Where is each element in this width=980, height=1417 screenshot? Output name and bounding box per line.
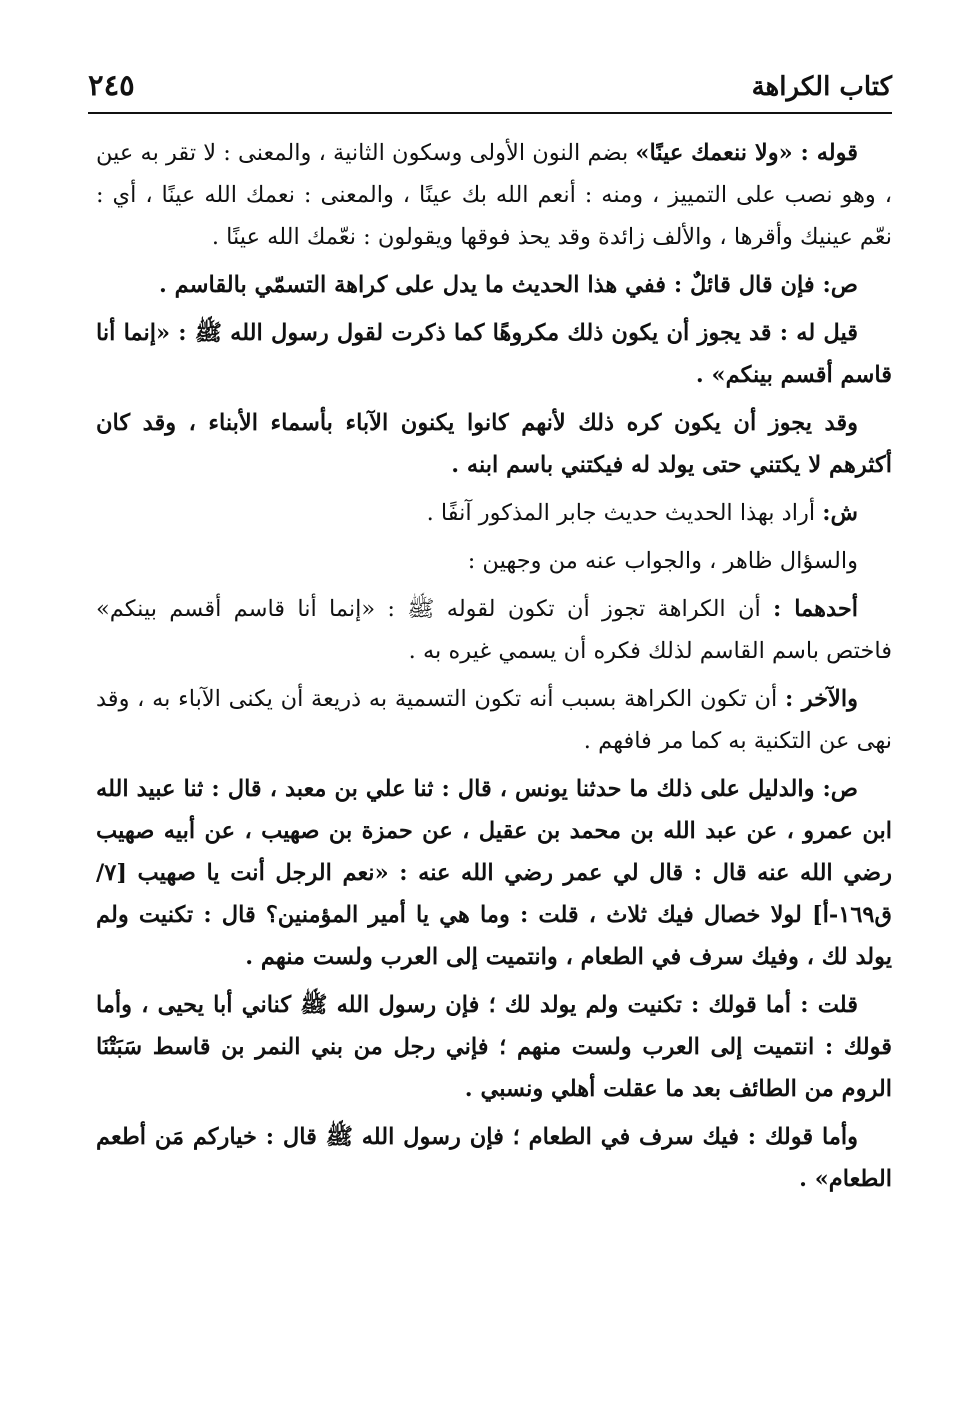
paragraph-lead: ص:	[822, 272, 858, 298]
paragraph-commentary-first-answer	[96, 588, 892, 672]
paragraph-lead: أحدهما :	[773, 596, 859, 622]
paragraph-text-hadith-suhaib	[96, 768, 892, 978]
running-header	[88, 66, 892, 114]
paragraph-quote: «ولا ننعمك عينًا»	[635, 140, 801, 166]
paragraph-text: والسؤال ظاهر ، والجواب عنه من وجهين :	[467, 548, 858, 574]
paragraph-commentary-nanamuk	[96, 132, 892, 258]
paragraph-lead: والآخر :	[785, 686, 858, 712]
paragraph-lead: ش:	[822, 500, 858, 526]
paragraph-text: أراد بهذا الحديث حديث جابر المذكور آنفًا .	[426, 500, 823, 526]
paragraph-text: أن تكون الكراهة بسبب أنه تكون التسمية به ذريعة أن يكنى الآباء به ، وقد نهى عن التكنية به كما مر فافهم .	[96, 686, 892, 754]
paragraph-text-suhaib-reply	[96, 984, 892, 1110]
paragraph-text: أن الكراهة تجوز أن تكون لقوله ﷺ : «إنما أنا قاسم أقسم بينكم» فاختص باسم القاسم لذلك فكره أن يسمي غيره به .	[96, 596, 892, 664]
paragraph-text-reason	[96, 402, 892, 486]
paragraph-text: قلت : أما قولك : تكنيت ولم يولد لك ؛ فإن رسول الله ﷺ كناني أبا يحيى ، وأما قولك : انتميت إلى العرب ولست منهم ؛ فإني رجل من بني النمر بن قاسط سَبَتْنَا الروم من الطائف بعد ما عقلت أهلي ونسبي .	[96, 992, 892, 1102]
body-text	[96, 132, 892, 1377]
paragraph-text: وأما قولك : فيك سرف في الطعام ؛ فإن رسول الله ﷺ قال : خياركم مَن أطعم الطعام» .	[96, 1124, 892, 1192]
page-number: ٢٤٥	[88, 68, 135, 102]
paragraph-lead: قوله :	[800, 140, 859, 166]
paragraph-text: قيل له : قد يجوز أن يكون ذلك مكروهًا كما ذكرت لقول رسول الله ﷺ : «إنما أنا قاسم أقسم بينكم» .	[96, 320, 892, 388]
paragraph-text: بضم النون الأولى وسكون الثانية ، والمعنى : لا تقر به عين ، وهو نصب على التمييز ، ومنه : أنعم الله بك عينًا ، والمعنى : نعمك الله عينًا ، أي : نعّم عينيك وأقرها ، والألف زائدة وقد يحذ فوقها ويقولون : نعّمك الله عينًا .	[96, 140, 892, 250]
paragraph-text-feeding	[96, 1116, 892, 1200]
paragraph-text: والدليل على ذلك ما حدثنا يونس ، قال : ثنا علي بن معبد ، قال : ثنا عبيد الله ابن عمرو ، عن عبد الله بن محمد بن عقيل ، عن حمزة بن صهيب ، عن أبيه صهيب رضي الله عنه قال : قال لي عمر رضي الله عنه : «نعم الرجل أنت يا صهيب [٧/ ق١٦٩-أ] لولا خصال فيك ثلاث ، قلت : وما هي يا أمير المؤمنين؟ قال : تكنيت ولم يولد لك ، وفيك سرف في الطعام ، وانتميت إلى العرب ولست منهم .	[96, 776, 892, 970]
paragraph-text: فإن قال قائلٌ : ففي هذا الحديث ما يدل على كراهة التسمّي بالقاسم .	[159, 272, 823, 298]
paragraph-lead: ص:	[822, 776, 858, 802]
paragraph-text: وقد يجوز أن يكون كره ذلك لأنهم كانوا يكنون الآباء بأسماء الأبناء ، وقد كان أكثرهم لا يكتني حتى يولد له فيكتني باسم ابنه .	[96, 410, 892, 478]
paragraph-commentary-intent	[96, 492, 892, 534]
paragraph-text-objection	[96, 264, 892, 306]
paragraph-text-reply	[96, 312, 892, 396]
paragraph-commentary-second-answer	[96, 678, 892, 762]
chapter-title: كتاب الكراهة	[751, 72, 892, 102]
paragraph-commentary-question	[96, 540, 892, 582]
